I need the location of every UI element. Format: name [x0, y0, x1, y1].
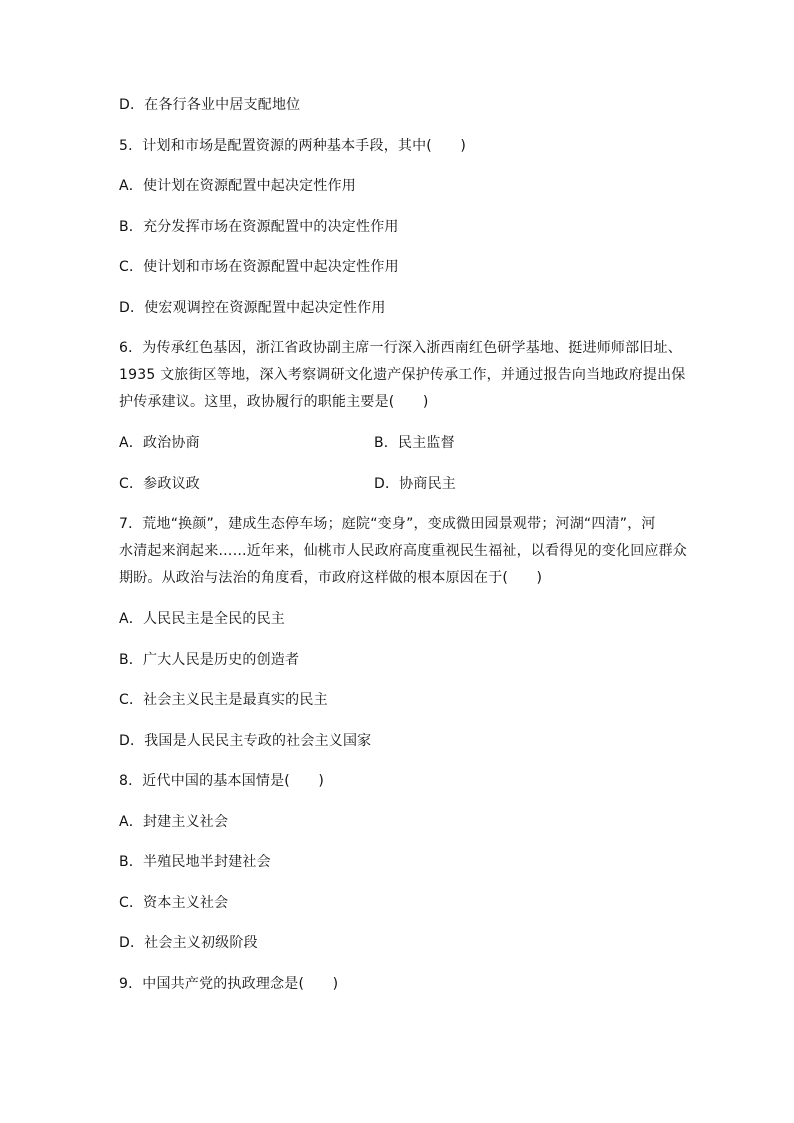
- q5-option-c: C．使计划和市场在资源配置中起决定性作用: [119, 259, 399, 275]
- q7-option-a: A．人民民主是全民的民主: [119, 611, 285, 627]
- q6-option-d: D．协商民主: [374, 476, 456, 492]
- q7-stem-line-1: 7．荒地“换颜”，建成生态停车场；庭院“变身”，变成微田园景观带；河湖“四清”，河: [119, 516, 656, 532]
- q6-option-c: C．参政议政: [119, 476, 200, 492]
- q6-stem-line-2: 1935 文旅街区等地，深入考察调研文化遗产保护传承工作，并通过报告向当地政府提出保: [119, 367, 686, 383]
- q5-stem: 5．计划和市场是配置资源的两种基本手段，其中( ): [119, 138, 467, 154]
- q6-stem-line-3: 护传承建议。这里，政协履行的职能主要是( ): [119, 394, 429, 410]
- q8-option-d: D．社会主义初级阶段: [119, 935, 258, 951]
- q6-option-b: B．民主监督: [374, 435, 455, 451]
- q8-option-a: A．封建主义社会: [119, 814, 229, 830]
- q5-option-a: A．使计划在资源配置中起决定性作用: [119, 178, 356, 194]
- q6-stem-line-1: 6．为传承红色基因，浙江省政协副主席一行深入浙西南红色研学基地、挺进师师部旧址、: [119, 340, 682, 356]
- q7-option-b: B．广大人民是历史的创造者: [119, 652, 300, 668]
- q7-stem-line-3: 期盼。从政治与法治的角度看，市政府这样做的根本原因在于( ): [119, 570, 543, 586]
- q7-option-d: D．我国是人民民主专政的社会主义国家: [119, 733, 372, 749]
- q8-option-b: B．半殖民地半封建社会: [119, 854, 271, 870]
- q6-option-a: A．政治协商: [119, 435, 200, 451]
- q9-stem: 9．中国共产党的执政理念是( ): [119, 976, 339, 992]
- q5-option-b: B．充分发挥市场在资源配置中的决定性作用: [119, 219, 399, 235]
- q7-stem-line-2: 水清起来润起来……近年来，仙桃市人民政府高度重视民生福祉，以看得见的变化回应群众: [119, 543, 687, 559]
- q8-option-c: C．资本主义社会: [119, 895, 229, 911]
- q5-option-d: D．使宏观调控在资源配置中起决定性作用: [119, 300, 386, 316]
- q4-option-d: D．在各行各业中居支配地位: [119, 97, 301, 113]
- q8-stem: 8．近代中国的基本国情是( ): [119, 773, 325, 789]
- q7-option-c: C．社会主义民主是最真实的民主: [119, 692, 328, 708]
